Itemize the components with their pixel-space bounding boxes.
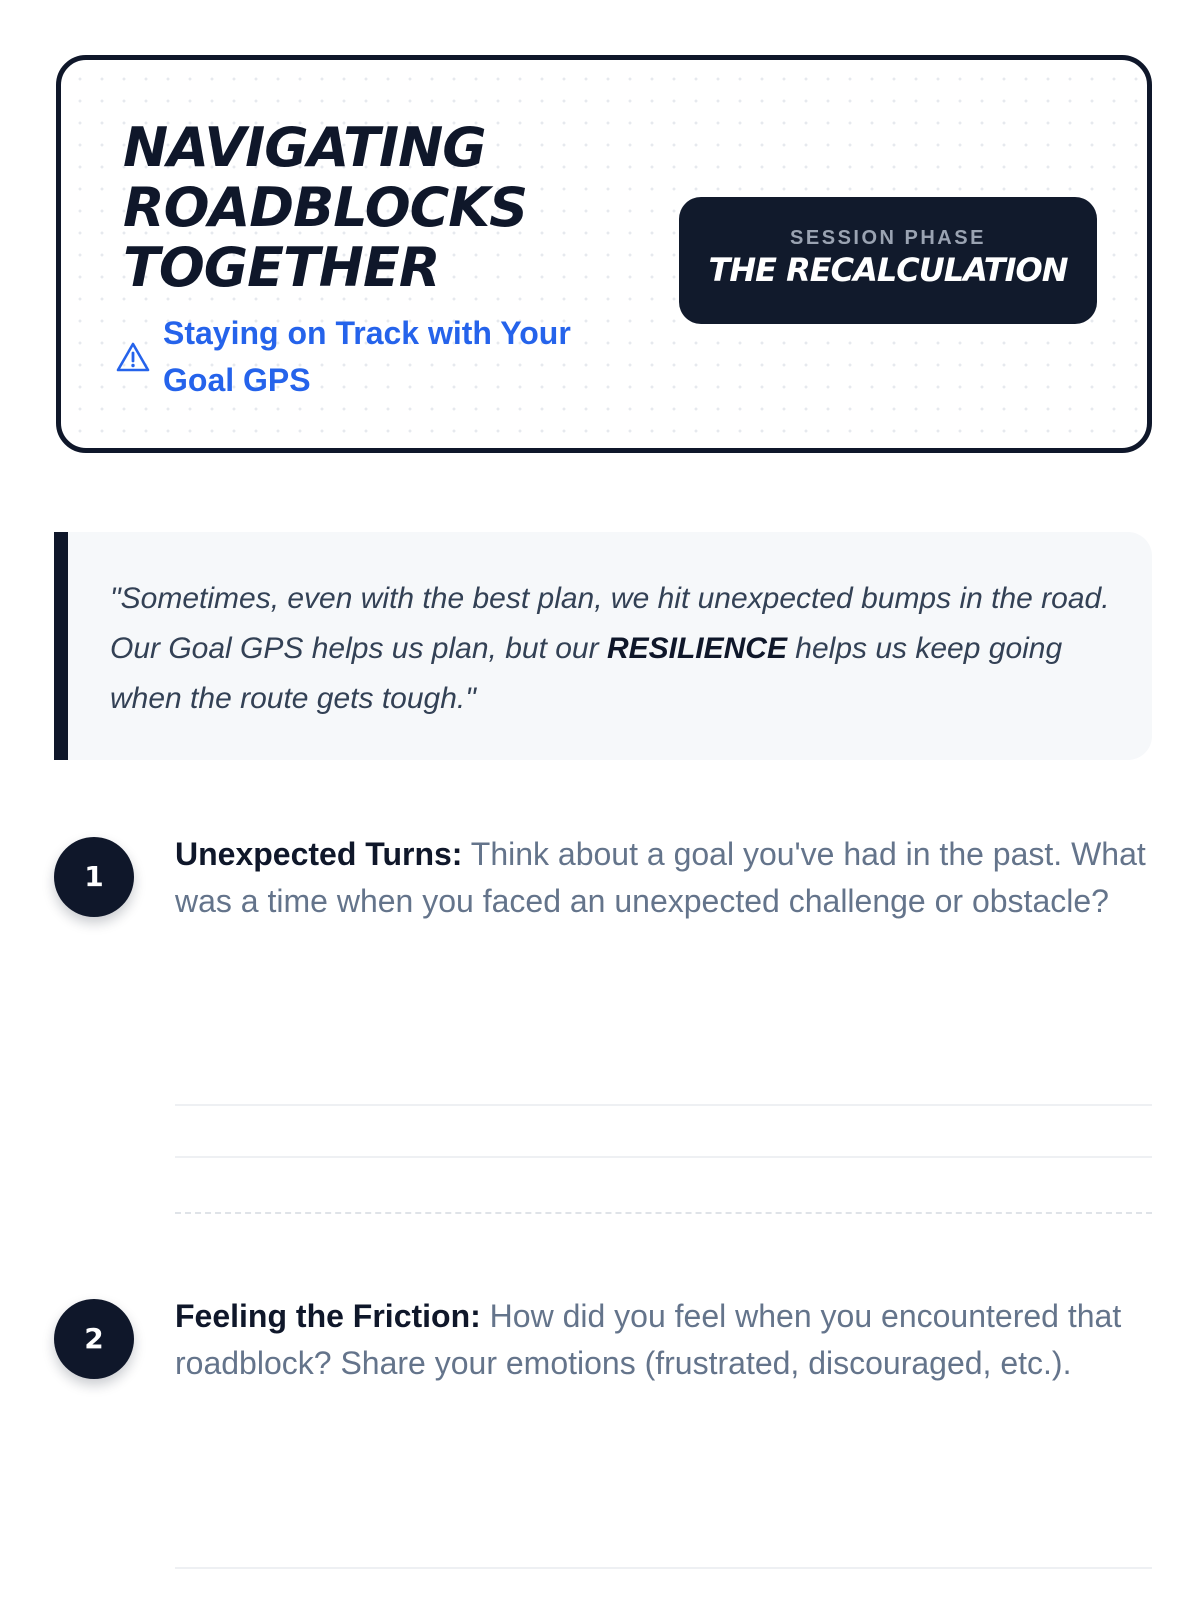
- subtitle-row: [115, 310, 635, 404]
- question-2: [54, 1299, 1152, 1599]
- section-divider: [175, 1212, 1152, 1214]
- session-phase-badge: [679, 197, 1097, 324]
- question-number-badge: 2: [54, 1299, 134, 1379]
- answer-line[interactable]: [175, 1567, 1152, 1569]
- answer-line[interactable]: [175, 1104, 1152, 1106]
- session-phase-label: SESSION PHASE: [790, 227, 986, 249]
- header-card: [56, 55, 1152, 453]
- question-prompt: How did you feel when you encountered that roadblock? Share your emotions (frustrated, discouraged, etc.).: [175, 1298, 1122, 1381]
- question-1: [54, 837, 1152, 1217]
- question-lead: Unexpected Turns:: [175, 836, 463, 872]
- question-lead: Feeling the Friction:: [175, 1298, 481, 1334]
- quote-block: [54, 532, 1152, 760]
- quote-emphasis: RESILIENCE: [606, 632, 787, 665]
- question-number-badge: 1: [54, 837, 134, 917]
- question-prompt: Think about a goal you've had in the past. What was a time when you faced an unexpected challenge or obstacle?: [175, 836, 1146, 919]
- page-subtitle: Staying on Track with Your Goal GPS: [163, 315, 571, 398]
- session-phase-name: THE RECALCULATION: [708, 251, 1068, 289]
- quote-text-end: helps us keep going when the route gets tough.": [110, 632, 1063, 715]
- question-text: [175, 1293, 1155, 1387]
- warning-triangle-icon: [115, 339, 151, 375]
- question-text: [175, 831, 1155, 925]
- quote-text-start: "Sometimes, even with the best plan, we hit unexpected bumps in the road. Our Goal GPS helps us plan, but our: [110, 582, 1110, 665]
- answer-line[interactable]: [175, 1156, 1152, 1158]
- page-title: NAVIGATING ROADBLOCKS TOGETHER: [123, 116, 528, 299]
- quote-text: [110, 574, 1110, 724]
